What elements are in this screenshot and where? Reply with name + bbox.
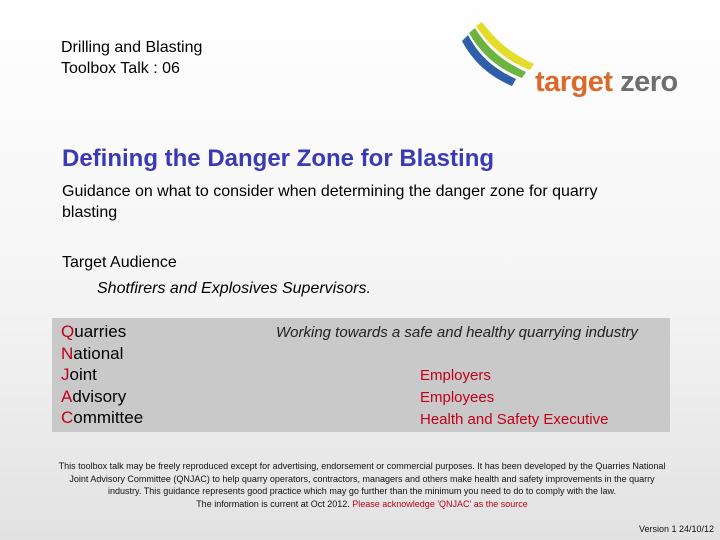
footer-disclaimer [55,460,669,510]
footer-info: The information is current at Oct 2012. Please acknowledge 'QNJAC' as the source [196,498,528,509]
qnjac-word: Quarries [61,322,127,341]
qnjac-panel [52,318,670,432]
audience-body: Shotfirers and Explosives Supervisors. [97,280,371,297]
version-label: Version 1 24/10/12 [638,524,714,534]
page-subtitle: Guidance on what to consider when determining the danger zone for quarry blasting [62,183,598,221]
footer-acknowledge: Please acknowledge 'QNJAC' as the source [352,498,528,509]
qnjac-acronym [61,321,143,429]
qnjac-word: Joint [61,365,97,384]
qnjac-word: Committee [61,408,144,427]
logo-word-zero: zero [620,66,678,98]
party-item: Employers [420,367,491,384]
qnjac-parties [420,365,608,431]
talk-series: Drilling and Blasting [61,39,203,56]
audience-heading: Target Audience [62,254,177,271]
logo-word-target: target [535,66,613,98]
logo-swoosh-blue [462,35,516,86]
page-title: Defining the Danger Zone for Blasting [62,145,495,172]
logo-wordmark [535,66,678,99]
party-item: Employees [420,389,495,406]
qnjac-word: Advisory [61,386,127,406]
qnjac-word: National [61,343,124,363]
talk-number: Toolbox Talk : 06 [61,60,180,77]
talk-header [61,37,202,79]
qnjac-motto: Working towards a safe and healthy quarrying industry [276,324,638,341]
party-item: Health and Safety Executive [420,411,609,428]
footer-text: This toolbox talk may be freely reproduced except for advertising, endorsement or commercial purposes. It has been developed by the Quarries National Joint Advisory Committee (QNJAC) to help quarry operators, contractors, managers and others make health and safety improvements in the quarry industry. This guidance represents good practice which may go further than the minimum you need to do to comply with the law. [58,461,666,496]
